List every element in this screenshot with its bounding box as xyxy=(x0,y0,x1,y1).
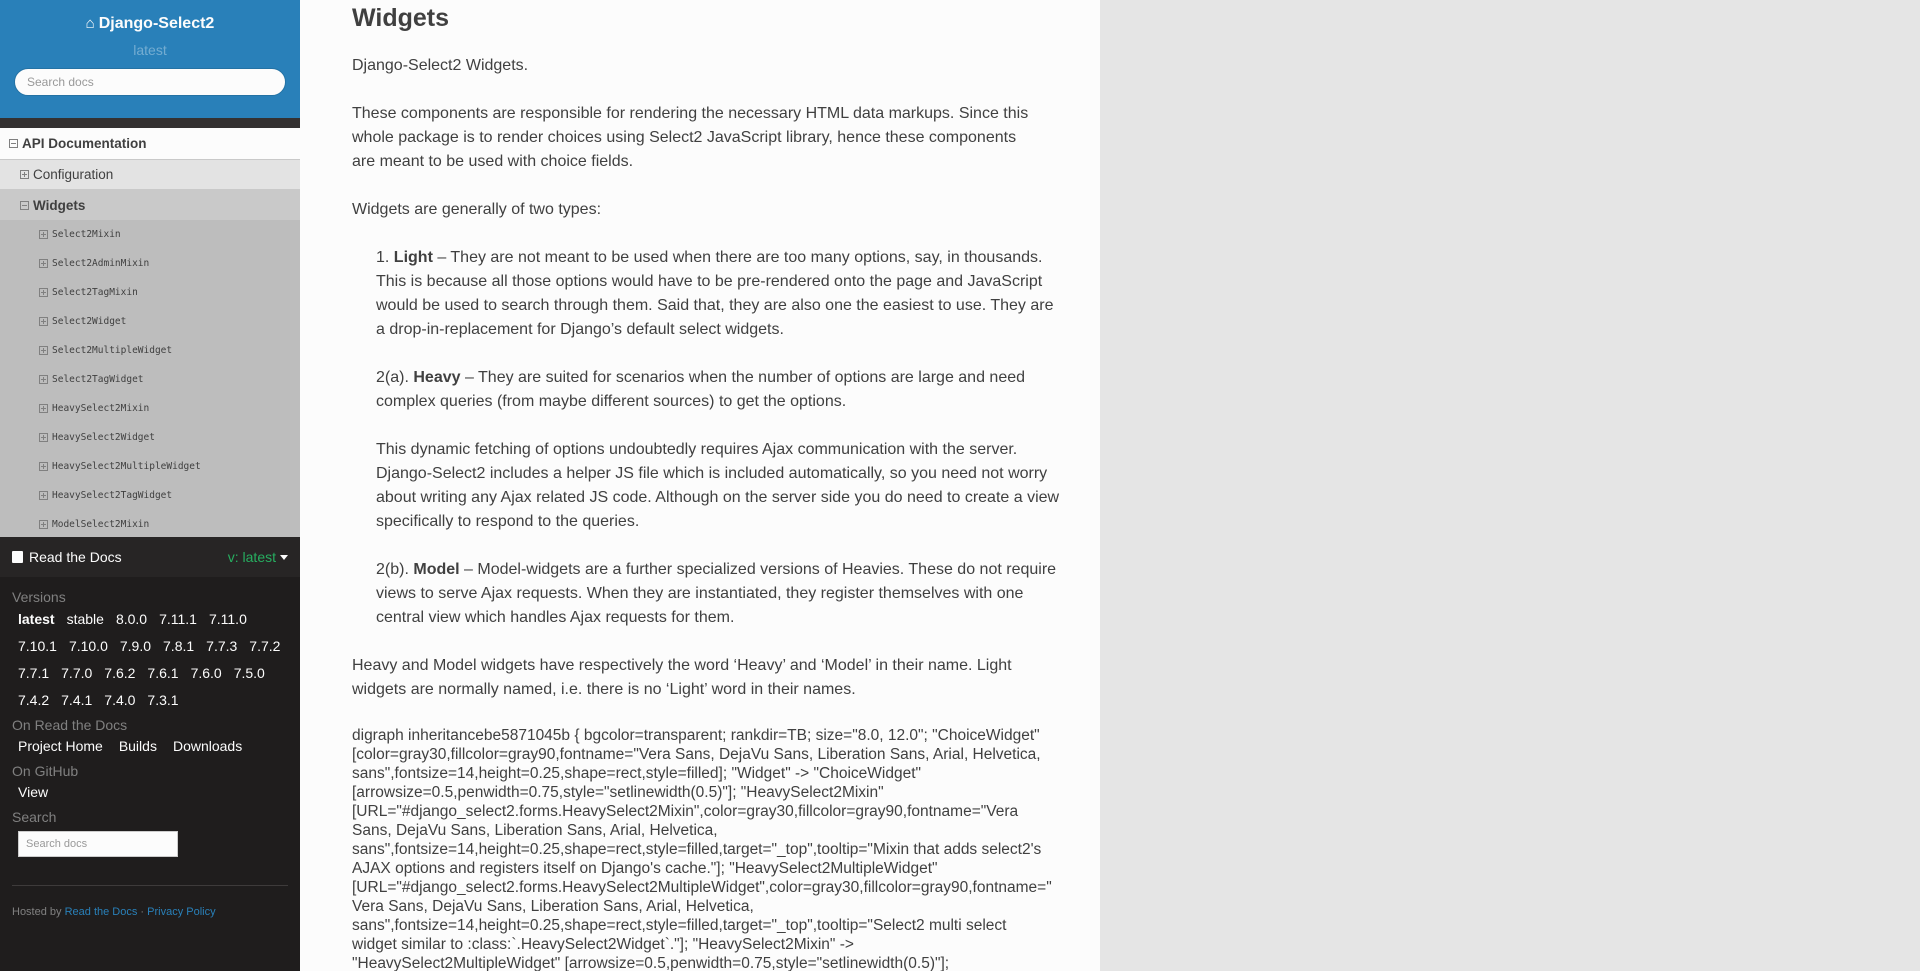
versions-heading: Versions xyxy=(12,589,66,605)
nav-subitem-label: Select2Widget xyxy=(52,316,127,327)
document xyxy=(300,4,1100,971)
widget-types-list xyxy=(352,246,1066,630)
version-link[interactable]: 7.11.0 xyxy=(208,611,247,627)
separator: · xyxy=(140,906,145,918)
nav-item-configuration[interactable] xyxy=(0,160,300,190)
version-link[interactable]: latest xyxy=(18,611,55,627)
rtd-body xyxy=(0,589,300,918)
nav-subitem[interactable] xyxy=(0,278,300,307)
github-view-link[interactable]: View xyxy=(18,784,49,800)
expand-icon[interactable] xyxy=(39,230,48,239)
nav-subitem-label: HeavySelect2MultipleWidget xyxy=(52,461,201,472)
nav-item-label: Widgets xyxy=(33,197,86,213)
expand-icon[interactable] xyxy=(39,288,48,297)
version-link[interactable]: 7.10.1 xyxy=(18,638,57,654)
version-link[interactable]: stable xyxy=(66,611,104,627)
book-icon xyxy=(12,551,23,563)
expand-icon[interactable] xyxy=(39,259,48,268)
hosted-by-text: Hosted by xyxy=(12,906,62,918)
builds-link[interactable]: Builds xyxy=(118,738,157,754)
version-link[interactable]: 7.6.0 xyxy=(190,665,222,681)
nav-subitem-label: Select2TagMixin xyxy=(52,287,138,298)
on-rtd-heading: On Read the Docs xyxy=(12,717,128,733)
sidebar-header xyxy=(0,0,300,118)
nav-subitem[interactable] xyxy=(0,481,300,510)
item-text: – They are suited for scenarios when the number of options are large and need complex queries (from maybe different sources) to get the options. xyxy=(376,369,1026,410)
rtd-link[interactable]: Read the Docs xyxy=(64,906,138,918)
item-number: 2(b). xyxy=(376,561,409,578)
nav-subitem-label: ModelSelect2Mixin xyxy=(52,519,150,530)
version-link[interactable]: 7.6.1 xyxy=(147,665,179,681)
item-text: – They are not meant to be used when there are too many options, say, in thousands. This is because all those options would have to be pre-rendered onto the page and JavaScript would be used to search through them. Said that, they are also one the easiest to use. They are a drop-in-replacement for Django’s default select widgets. xyxy=(376,249,1054,338)
heavy-detail-paragraph: This dynamic fetching of options undoubtedly requires Ajax communication with the server. Django-Select2 includes a helper JS file which is included automatically, so you need not worry about writing any Ajax related JS code. Although on the server side you do need to create a view specifically to respond to the queries. xyxy=(376,441,1060,530)
item-term: Light xyxy=(393,249,433,266)
version-link[interactable]: 7.4.0 xyxy=(104,692,136,708)
github-heading: On GitHub xyxy=(12,763,79,779)
nav-subitem-label: HeavySelect2Widget xyxy=(52,432,155,443)
version-link[interactable]: 7.6.2 xyxy=(104,665,136,681)
heavy-item xyxy=(376,366,1066,414)
github-links xyxy=(12,779,288,805)
caret-down-icon xyxy=(280,555,288,560)
nav-subitem-label: Select2MultipleWidget xyxy=(52,345,173,356)
rtd-search-input[interactable] xyxy=(18,831,178,857)
rtd-title-text: Read the Docs xyxy=(29,549,122,565)
expand-icon[interactable] xyxy=(39,317,48,326)
version-link[interactable]: 7.7.2 xyxy=(249,638,281,654)
item-term: Model xyxy=(413,561,460,578)
version-link[interactable]: 7.5.0 xyxy=(233,665,265,681)
project-home-link[interactable]: Project Home xyxy=(18,738,103,754)
rtd-links xyxy=(12,733,288,759)
expand-icon[interactable] xyxy=(39,346,48,355)
item-number: 1. xyxy=(376,249,390,266)
version-label: latest xyxy=(133,42,167,58)
item-term: Heavy xyxy=(413,369,461,386)
intro-paragraph: Django-Select2 Widgets. xyxy=(352,57,529,74)
nav-subitem[interactable] xyxy=(0,452,300,481)
expand-icon[interactable] xyxy=(20,170,29,179)
nav-subitem[interactable] xyxy=(0,249,300,278)
expand-icon[interactable] xyxy=(39,375,48,384)
item-text: – Model-widgets are a further specialized versions of Heavies. These do not require views to serve Ajax requests. When they are instantiated, they register themselves with one central view which handles Ajax requests for them. xyxy=(376,561,1057,626)
light-item xyxy=(376,246,1066,342)
version-link[interactable]: 7.11.1 xyxy=(159,611,197,627)
expand-icon[interactable] xyxy=(39,520,48,529)
version-link[interactable]: 7.7.1 xyxy=(18,665,50,681)
version-link[interactable]: 7.10.0 xyxy=(68,638,108,654)
rtd-search xyxy=(12,825,288,857)
version-link[interactable]: 7.7.3 xyxy=(206,638,238,654)
search-input[interactable] xyxy=(14,68,286,96)
expand-icon[interactable] xyxy=(39,462,48,471)
page-title: Widgets xyxy=(352,4,449,32)
project-name: Django-Select2 xyxy=(98,15,215,32)
nav-subitem-label: HeavySelect2TagWidget xyxy=(52,490,173,501)
expand-icon[interactable] xyxy=(39,433,48,442)
nav-item-label: API Documentation xyxy=(22,136,147,151)
description-paragraph: These components are responsible for rendering the necessary HTML data markups. Since this whole package is to render choices using Select2 JavaScript library, hence these components are meant to be used with choice fields. xyxy=(352,105,1029,170)
nav-subitem[interactable] xyxy=(0,510,300,537)
divider xyxy=(12,885,288,886)
versions-list xyxy=(12,605,288,713)
nav-subitem-label: Select2AdminMixin xyxy=(52,258,150,269)
rtd-title xyxy=(12,549,122,565)
collapse-icon[interactable] xyxy=(9,139,18,148)
nav-subitem[interactable] xyxy=(0,336,300,365)
nav-subitem[interactable] xyxy=(0,307,300,336)
nav-subitem[interactable] xyxy=(0,220,300,249)
current-version[interactable] xyxy=(228,549,288,565)
types-paragraph: Widgets are generally of two types: xyxy=(352,201,602,218)
search-heading: Search xyxy=(12,809,57,825)
project-home-link[interactable] xyxy=(86,15,215,33)
sidebar-search xyxy=(0,68,300,96)
downloads-link[interactable]: Downloads xyxy=(172,738,243,754)
version-link[interactable]: 8.0.0 xyxy=(115,611,148,627)
current-version-text: v: latest xyxy=(227,549,276,565)
nav-subitem[interactable] xyxy=(0,394,300,423)
nav-subitem[interactable] xyxy=(0,423,300,452)
main-content xyxy=(300,0,1100,971)
nav-item-api-documentation[interactable] xyxy=(0,128,300,160)
privacy-policy-link[interactable]: Privacy Policy xyxy=(147,906,216,918)
version-link[interactable]: 7.3.1 xyxy=(147,692,179,708)
hosted-by xyxy=(12,906,288,918)
version-link[interactable]: 7.9.0 xyxy=(119,638,152,654)
nav-subitem-label: Select2Mixin xyxy=(52,229,121,240)
rtd-toggle-bar[interactable] xyxy=(0,537,300,577)
version-link[interactable]: 7.8.1 xyxy=(163,638,195,654)
version-link[interactable]: 7.4.2 xyxy=(18,692,50,708)
version-link[interactable]: 7.7.0 xyxy=(61,665,93,681)
naming-paragraph: Heavy and Model widgets have respectively the word ‘Heavy’ and ‘Model’ in their name. Light widgets are normally named, i.e. there is no ‘Light’ word in their names. xyxy=(352,657,1012,698)
nav-item-label: Configuration xyxy=(33,167,114,182)
nav-item-widgets[interactable] xyxy=(0,190,300,220)
sidebar xyxy=(0,0,300,971)
expand-icon[interactable] xyxy=(39,404,48,413)
nav-subitem-label: Select2TagWidget xyxy=(52,374,144,385)
item-number: 2(a). xyxy=(376,369,409,386)
sidebar-nav xyxy=(0,128,300,537)
home-icon: ⌂ xyxy=(85,15,95,32)
page-background xyxy=(1100,0,1920,971)
nav-subitem[interactable] xyxy=(0,365,300,394)
version-link[interactable]: 7.4.1 xyxy=(61,692,93,708)
collapse-icon[interactable] xyxy=(20,201,29,210)
rtd-versions-panel xyxy=(0,537,300,971)
inheritance-digraph-source: digraph inheritancebe5871045b { bgcolor=transparent; rankdir=TB; size="8.0, 12.0"; "ChoiceWidget" [color=gray30,fillcolor=gray90,fontname="Vera Sans, DejaVu Sans, Liberation Sans, Arial, Helvetica, sans",fontsize=14,height=0.25,shape=rect,style=filled]; "Widget" -> "ChoiceWidget" [arrowsize=0.5,penwidth=0.75,style="setlinewidth(0.5)"]; "HeavySelect2Mixin" [URL="#django_select2.forms.HeavySelect2Mixin",color=gray30,fillcolor=gray90,fontname="Vera Sans, DejaVu Sans, Liberation Sans, Arial, Helvetica, sans",fontsize=14,height=0.25,shape=rect,style=filled,target="_top",tooltip="Mixin that adds select2's AJAX options and registers itself on Django's cache."]; "HeavySelect2MultipleWidget" [URL="#django_select2.forms.HeavySelect2MultipleWidget",color=gray30,fillcolor=gray90,fontname="Vera Sans, DejaVu Sans, Liberation Sans, Arial, Helvetica, sans",fontsize=14,height=0.25,shape=rect,style=filled,target="_top",tooltip="Select2 multi select widget similar to :class:`.HeavySelect2Widget`."]; "HeavySelect2Mixin" -> "HeavySelect2MultipleWidget" [arrowsize=0.5,penwidth=0.75,style="setlinewidth(0.5)"]; xyxy=(352,727,1052,971)
expand-icon[interactable] xyxy=(39,491,48,500)
nav-subitem-label: HeavySelect2Mixin xyxy=(52,403,150,414)
model-item xyxy=(376,558,1066,630)
